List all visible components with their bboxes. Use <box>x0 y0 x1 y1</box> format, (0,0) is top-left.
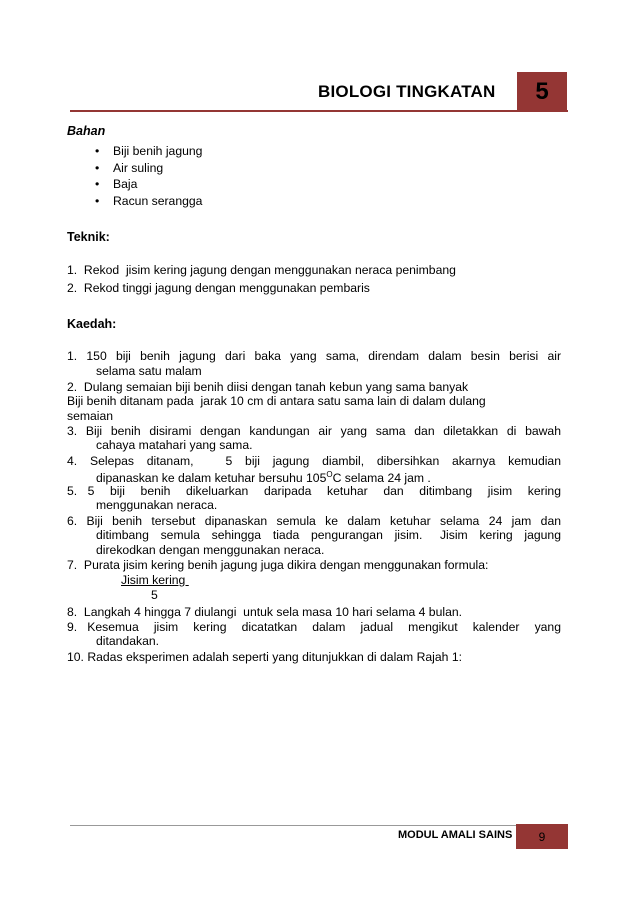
kaedah-step-4: 4. Selepas ditanam, 5 biji jagung diambil, dibersihkan akarnya kemudian <box>67 454 561 468</box>
kaedah-step-9: 9. Kesemua jisim kering dicatatkan dalam jadual mengikut kalender yang <box>67 620 561 634</box>
bahan-item: • Racun serangga <box>95 194 203 208</box>
kaedah-step-3: 3. Biji benih disirami dengan kandungan air yang sama dan diletakkan di bawah <box>67 424 561 438</box>
kaedah-step-6: 6. Biji benih tersebut dipanaskan semula ke dalam ketuhar selama 24 jam dan <box>67 514 561 528</box>
kaedah-step-3-cont: cahaya matahari yang sama. <box>96 438 253 452</box>
page-number: 9 <box>538 829 546 844</box>
grade-badge <box>517 72 567 112</box>
teknik-item: 2. Rekod tinggi jagung dengan menggunakan pembaris <box>67 281 370 295</box>
kaedah-heading: Kaedah: <box>67 317 117 331</box>
kaedah-step-4-cont: dipanaskan ke dalam ketuhar bersuhu $105^OC$ selama 24 jam . <box>96 470 431 486</box>
bahan-item: • Air suling <box>95 161 164 175</box>
footer-label: MODUL AMALI SAINS <box>398 829 513 841</box>
kaedah-step-6-cont: ditimbang semula sehingga tiada pengurangan jisim. Jisim kering jagung <box>96 528 561 542</box>
kaedah-step-1-cont: selama satu malam <box>96 364 202 378</box>
grade-number: 5 <box>535 78 549 105</box>
formula-denominator: 5 <box>151 588 158 602</box>
footer-rule <box>70 825 568 826</box>
bahan-item: • Biji benih jagung <box>95 144 203 158</box>
kaedah-step-5: 5. 5 biji benih dikeluarkan daripada ketuhar dan ditimbang jisim kering <box>67 484 561 498</box>
kaedah-step-10: 10. Radas eksperimen adalah seperti yang ditunjukkan di dalam Rajah 1: <box>67 650 462 664</box>
kaedah-step-7: 7. Purata jisim kering benih jagung juga dikira dengan menggunakan formula: <box>67 558 489 572</box>
header-rule <box>70 110 568 112</box>
bahan-item: • Baja <box>95 177 138 191</box>
kaedah-step-1: 1. 150 biji benih jagung dari baka yang sama, direndam dalam besin berisi air <box>67 349 561 363</box>
kaedah-step-5-cont: menggunakan neraca. <box>96 498 218 512</box>
teknik-heading: Teknik: <box>67 230 110 244</box>
teknik-item: 1. Rekod jisim kering jagung dengan menggunakan neraca penimbang <box>67 263 456 277</box>
kaedah-step-9-cont: ditandakan. <box>96 634 160 648</box>
page-number-box <box>516 824 568 849</box>
bahan-heading: Bahan <box>67 124 106 138</box>
kaedah-step-2-cont: semaian <box>67 409 114 423</box>
kaedah-step-2-cont: Biji benih ditanam pada jarak 10 cm di antara satu sama lain di dalam dulang <box>67 394 486 408</box>
header-title: BIOLOGI TINGKATAN <box>318 82 496 101</box>
kaedah-step-8: 8. Langkah 4 hingga 7 diulangi untuk sela masa 10 hari selama 4 bulan. <box>67 605 463 619</box>
kaedah-step-2: 2. Dulang semaian biji benih diisi dengan tanah kebun yang sama banyak <box>67 380 469 394</box>
formula-numerator: Jisim kering <box>121 573 189 587</box>
kaedah-step-6-cont: direkodkan dengan menggunakan neraca. <box>96 543 325 557</box>
